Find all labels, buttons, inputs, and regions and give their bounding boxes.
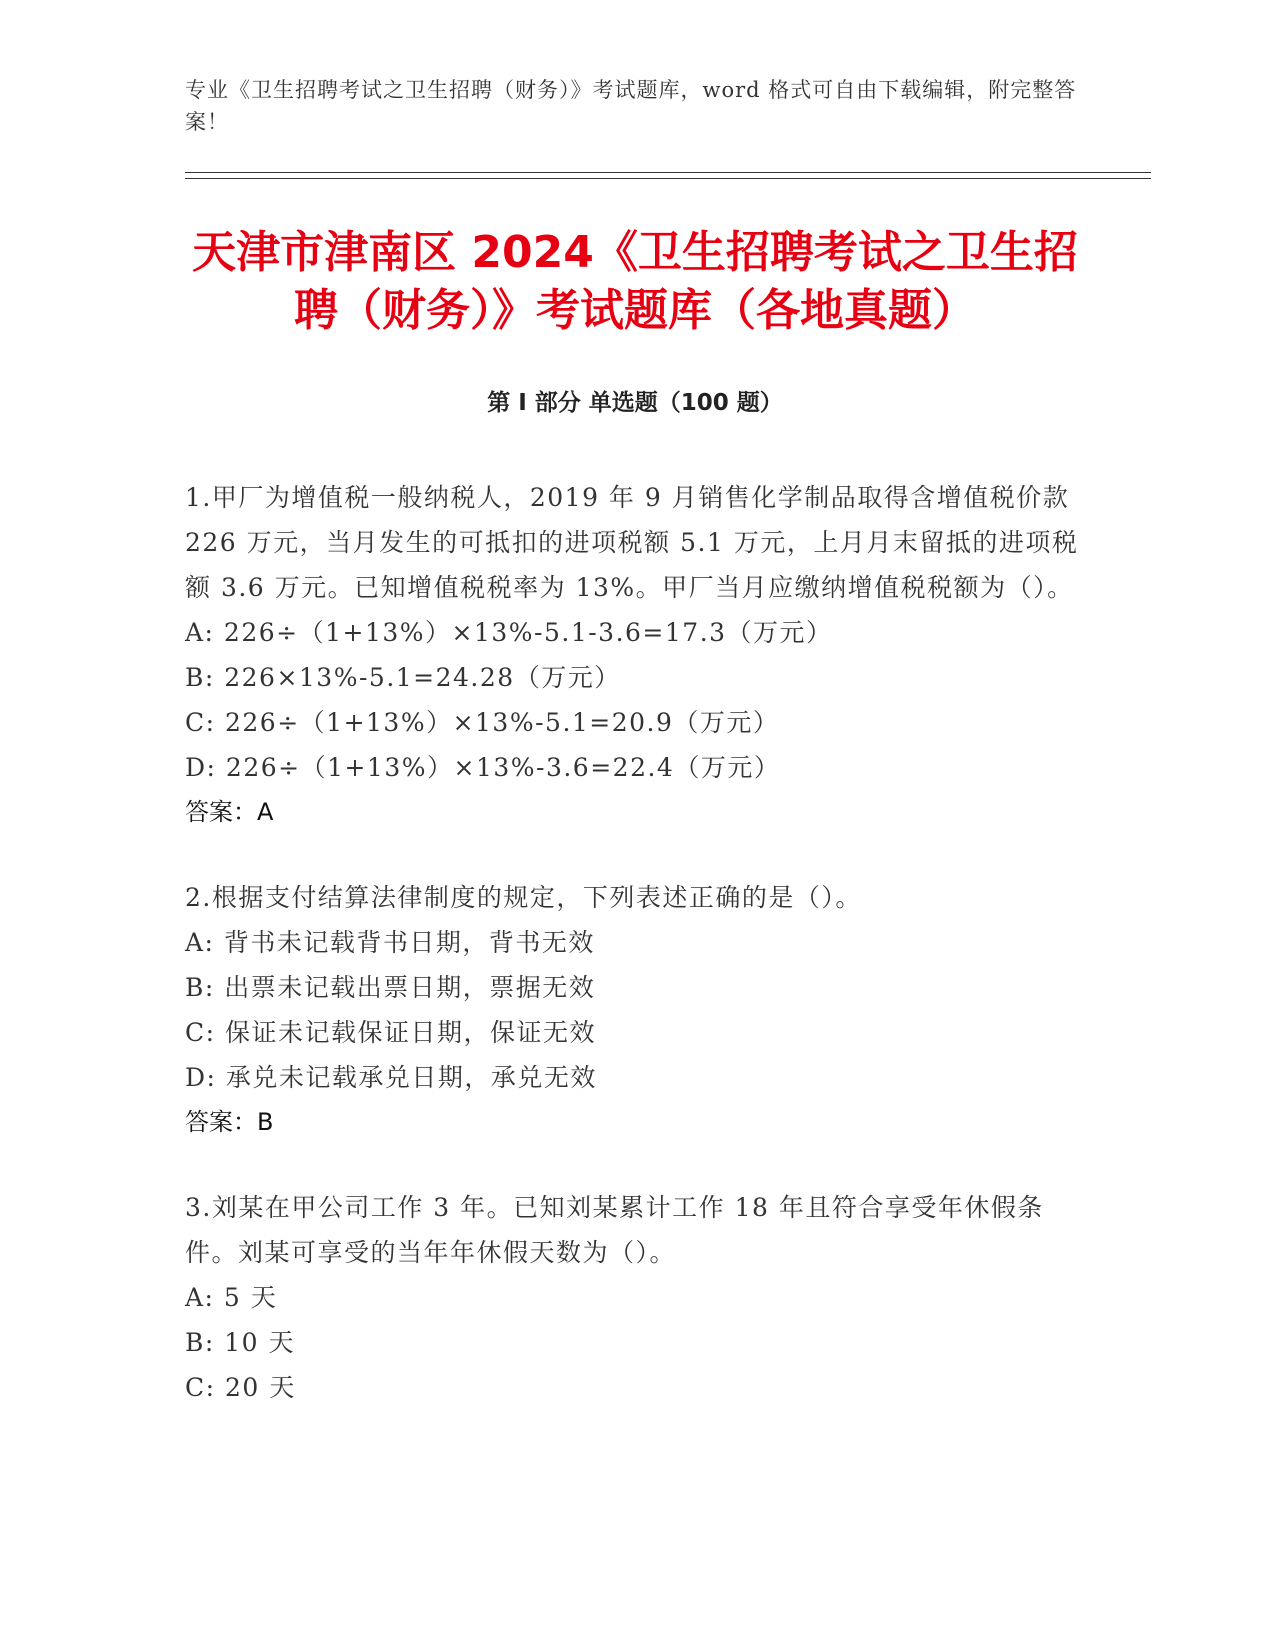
option-b: B: 226×13%-5.1=24.28（万元） [185, 663, 621, 692]
option-c: C: 226÷（1+13%）×13%-5.1=20.9（万元） [185, 708, 780, 737]
answer: 答案：B [185, 1108, 274, 1136]
option-c: C: 保证未记载保证日期，保证无效 [185, 1018, 596, 1047]
question-stem: 3.刘某在甲公司工作 3 年。已知刘某累计工作 18 年且符合享受年休假条件。刘某可享受的当年年休假天数为（）。 [185, 1193, 1044, 1267]
option-a: A: 背书未记载背书日期，背书无效 [185, 928, 595, 957]
option-d: D: 226÷（1+13%）×13%-3.6=22.4（万元） [185, 753, 781, 782]
question-stem: 2.根据支付结算法律制度的规定，下列表述正确的是（）。 [185, 883, 862, 912]
option-b: B: 出票未记载出票日期，票据无效 [185, 973, 596, 1002]
header-divider-top [185, 172, 1151, 173]
question-3 [185, 1185, 1085, 1410]
header-divider-bottom [185, 178, 1151, 179]
option-d: D: 承兑未记载承兑日期，承兑无效 [185, 1063, 597, 1092]
section-heading: 第 I 部分 单选题（100 题） [487, 390, 783, 416]
option-b: B: 10 天 [185, 1328, 295, 1357]
question-2 [185, 875, 1085, 1145]
answer: 答案：A [185, 798, 274, 826]
question-stem: 1.甲厂为增值税一般纳税人，2019 年 9 月销售化学制品取得含增值税价款 226 万元，当月发生的可抵扣的进项税额 5.1 万元，上月月末留抵的进项税额 3.6 万元。已知增值税税率为 13%。甲厂当月应缴纳增值税税额为（）。 [185, 483, 1079, 602]
question-list [185, 475, 1085, 1450]
document-title: 天津市津南区 2024《卫生招聘考试之卫生招聘（财务）》考试题库（各地真题） [192, 227, 1078, 336]
header-note: 专业《卫生招聘考试之卫生招聘（财务）》考试题库，word 格式可自由下载编辑，附完整答案！ [185, 78, 1077, 134]
option-a: A: 226÷（1+13%）×13%-5.1-3.6=17.3（万元） [185, 618, 833, 647]
question-1 [185, 475, 1085, 835]
option-a: A: 5 天 [185, 1283, 278, 1312]
option-c: C: 20 天 [185, 1373, 296, 1402]
